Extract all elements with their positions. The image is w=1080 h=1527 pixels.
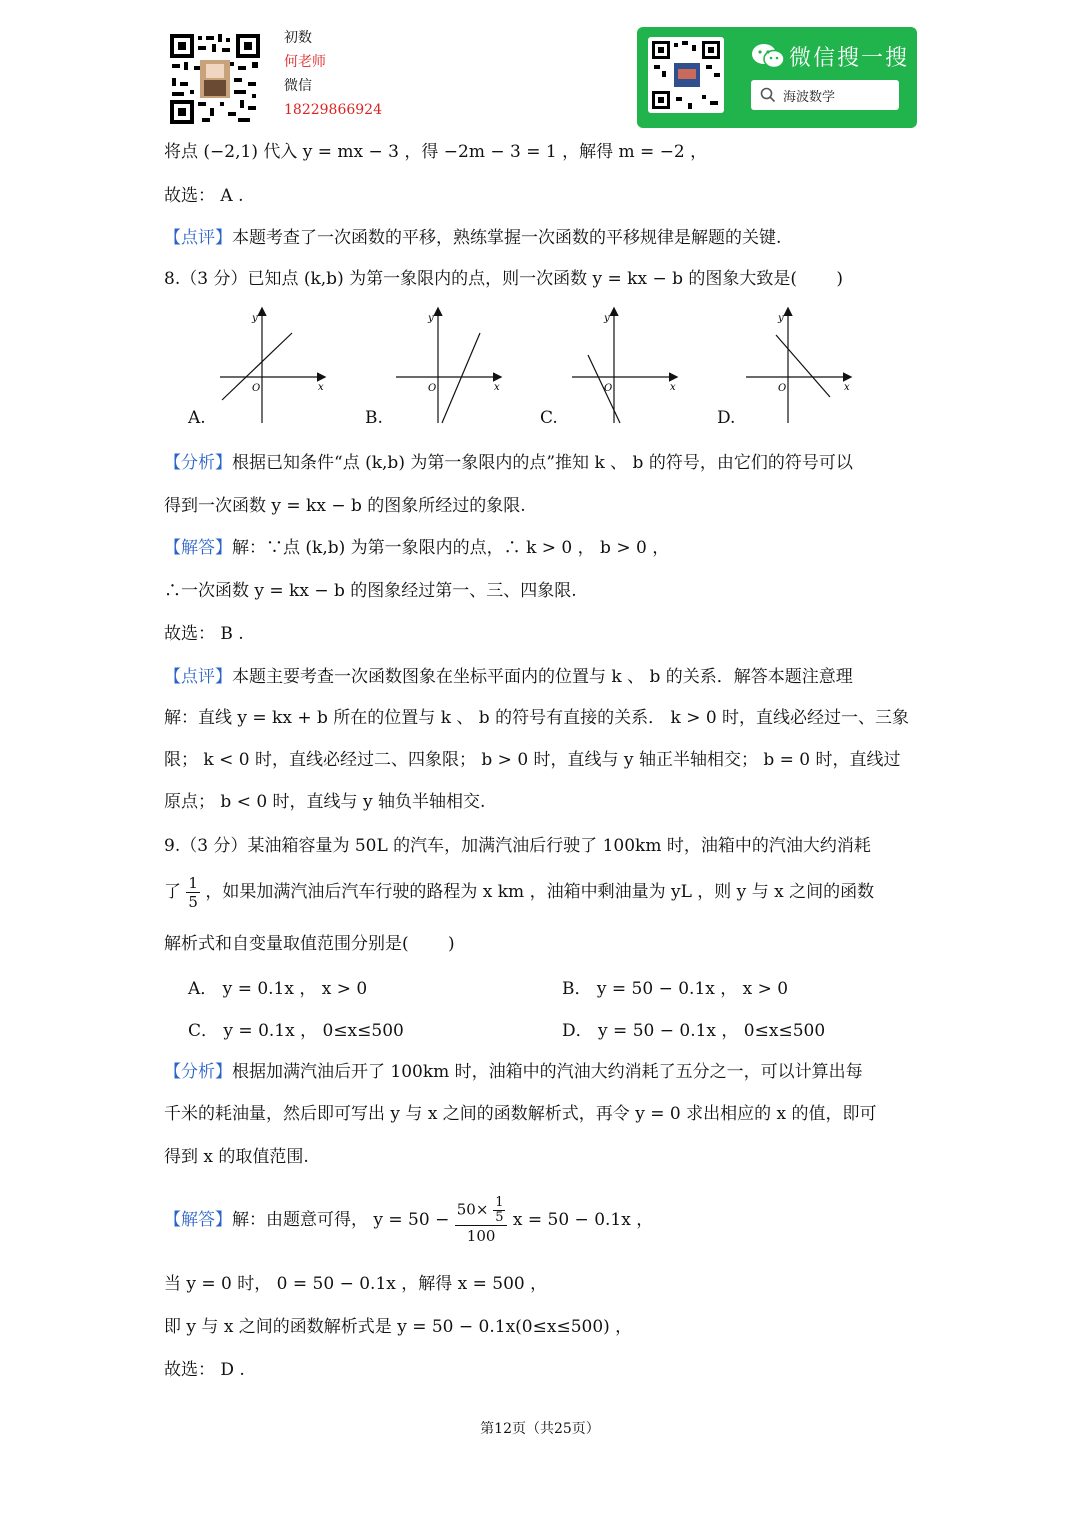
teacher-name: 何老师: [284, 54, 326, 70]
solution-9-line-1: [164, 1186, 653, 1254]
solution-8-text: 解：∵点 (k,b) 为第一象限内的点，∴ k > 0 ， b > 0 ，: [232, 538, 670, 558]
function-line: [442, 333, 480, 423]
x-axis-label: x: [844, 382, 850, 393]
wechat-logo-icon: [751, 43, 785, 69]
origin-label: O: [604, 383, 613, 394]
analysis-8-line-1: [164, 451, 853, 475]
q8-option-a: A.: [188, 408, 206, 428]
x-axis-label: x: [670, 382, 676, 393]
analysis-9-line-3: 得到 x 的取值范围.: [164, 1147, 309, 1167]
wechat-search-box[interactable]: [751, 80, 899, 110]
x-axis-label: x: [318, 382, 324, 393]
q9-option-b: B． y = 50 − 0.1x ， x > 0: [562, 979, 789, 999]
analysis-9-line-1: [164, 1060, 863, 1084]
graph-c: [572, 309, 676, 423]
comment-8-text: 本题主要考查一次函数图象在坐标平面内的位置与 k 、 b 的关系．解答本题注意理: [232, 667, 853, 687]
wechat-search-card[interactable]: [637, 27, 917, 128]
y-axis-label: y: [778, 313, 784, 324]
header-label-chushu: 初数: [284, 30, 312, 46]
fraction-one-fifth: $\frac{1}{5}$: [188, 874, 198, 911]
solution-9-line-3: 即 y 与 x 之间的函数解析式是 y = 50 − 0.1x(0≤x≤500) ，: [164, 1317, 633, 1337]
origin-label: O: [778, 383, 787, 394]
solution-9-line-2: 当 y = 0 时， 0 = 50 − 0.1x ，解得 x = 500 ，: [164, 1274, 548, 1294]
solution-9-text-a: 解：由题意可得， y = 50 −: [232, 1210, 450, 1230]
solution-9-text-b: x = 50 − 0.1x ，: [512, 1210, 654, 1230]
wechat-search-title: 微信搜一搜: [789, 46, 910, 71]
page-footer: 第12页（共25页）: [480, 1421, 600, 1437]
solution-8-line-2: ∴一次函数 y = kx − b 的图象经过第一、三、四象限.: [164, 581, 577, 601]
qr-code-left: [168, 32, 262, 126]
graph-d: [746, 309, 850, 423]
origin-label: O: [252, 383, 261, 394]
comment-8-line-1: [164, 665, 853, 689]
q9-text-le: 了: [164, 882, 181, 902]
question-8: 8.（3 分）已知点 (k,b) 为第一象限内的点，则一次函数 y = kx − b 的图象大致是( ): [164, 269, 844, 289]
header-label-wechat: 微信: [284, 78, 312, 94]
comment-8-line-2: 解：直线 y = kx + b 所在的位置与 k 、 b 的符号有直接的关系． k > 0 时，直线必经过一、三象: [164, 708, 910, 728]
q8-option-c: C.: [540, 408, 558, 428]
tag-comment: 【点评】: [164, 667, 232, 687]
graph-b: [396, 309, 500, 423]
graph-a: [220, 309, 324, 423]
q9-option-d: D． y = 50 − 0.1x ， 0≤x≤500: [562, 1021, 826, 1041]
q9-option-a: A． y = 0.1x ， x > 0: [188, 979, 368, 999]
y-axis-label: y: [604, 313, 610, 324]
tag-analysis: 【分析】: [164, 1062, 232, 1082]
header-contact: [284, 26, 382, 122]
x-axis-label: x: [494, 382, 500, 393]
analysis-8-text: 根据已知条件“点 (k,b) 为第一象限内的点”推知 k 、 b 的符号，由它们的符号可以: [232, 453, 853, 473]
tag-solution: 【解答】: [164, 1210, 232, 1230]
qr-code-right: [648, 37, 724, 113]
analysis-9-text: 根据加满汽油后开了 100km 时，油箱中的汽油大约消耗了五分之一，可以计算出每: [232, 1062, 863, 1082]
answer-line-1: 故选： A .: [164, 186, 244, 206]
question-9-line-2: [164, 874, 874, 911]
tag-analysis: 【分析】: [164, 453, 232, 473]
tag-solution: 【解答】: [164, 538, 232, 558]
solution-line-1: 将点 (−2,1) 代入 y = mx − 3 ，得 −2m − 3 = 1 ，解得 m = −2 ，: [164, 142, 708, 162]
q9-text-rest: ，如果加满汽油后汽车行驶的路程为 x km ，油箱中剩油量为 yL ，则 y 与 x 之间的函数: [205, 882, 875, 902]
solution-8-answer: 故选： B .: [164, 624, 244, 644]
q9-option-c: C． y = 0.1x ， 0≤x≤500: [188, 1021, 404, 1041]
y-axis-label: y: [252, 313, 258, 324]
analysis-8-line-2: 得到一次函数 y = kx − b 的图象所经过的象限.: [164, 496, 526, 516]
question-9-line-1: 9.（3 分）某油箱容量为 50L 的汽车，加满汽油后行驶了 100km 时，油箱中的汽油大约消耗: [164, 836, 871, 856]
phone-number: 18229866924: [284, 102, 382, 118]
comment-8-line-4: 原点； b < 0 时，直线与 y 轴负半轴相交.: [164, 792, 486, 812]
origin-label: O: [428, 383, 437, 394]
analysis-9-line-2: 千米的耗油量，然后即可写出 y 与 x 之间的函数解析式，再令 y = 0 求出相应的 x 的值，即可: [164, 1104, 877, 1124]
comment-8-line-3: 限； k < 0 时，直线必经过二、四象限； b > 0 时，直线与 y 轴正半轴相交； b = 0 时，直线过: [164, 750, 901, 770]
comment-line-1: [164, 226, 781, 250]
solution-9-answer: 故选： D .: [164, 1360, 245, 1380]
fraction-expression: 50× $\frac{1}{5}$ 100: [455, 1196, 508, 1246]
question-9-line-3: 解析式和自变量取值范围分别是( ): [164, 934, 455, 954]
solution-8-line-1: [164, 536, 669, 560]
y-axis-label: y: [428, 313, 434, 324]
q8-option-b: B.: [365, 408, 383, 428]
q8-option-d: D.: [717, 408, 736, 428]
comment-text: 本题考查了一次函数的平移，熟练掌握一次函数的平移规律是解题的关键.: [232, 228, 782, 248]
tag-comment: 【点评】: [164, 228, 232, 248]
wechat-search-query: 海波数学: [783, 90, 836, 105]
search-icon: [760, 87, 776, 103]
